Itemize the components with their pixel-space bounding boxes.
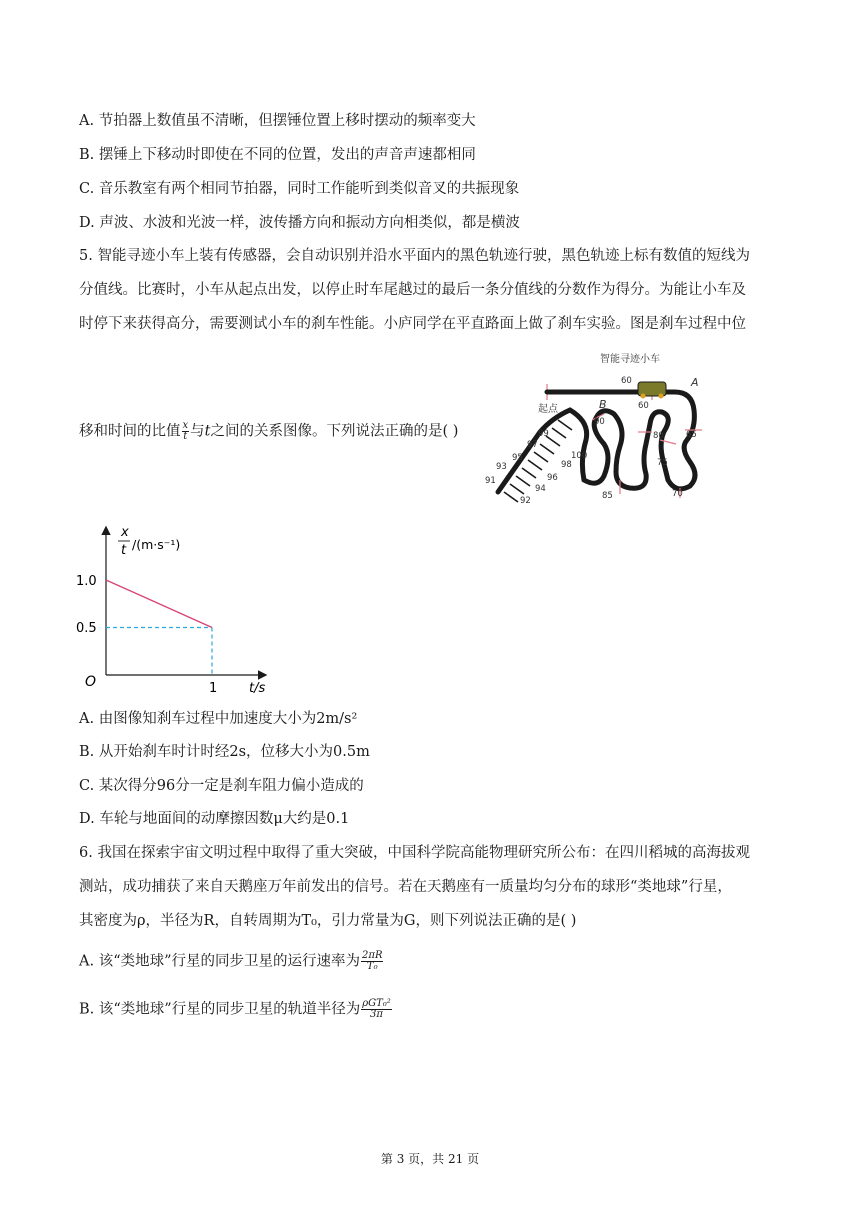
- q5-stem-4a: 移和时间的比值: [79, 423, 181, 440]
- score-60-b: 60: [638, 401, 649, 411]
- score-75: 75: [657, 458, 668, 468]
- prev-option-c: C. 音乐教室有两个相同节拍器，同时工作能听到类似音叉的共振现象: [79, 181, 520, 197]
- q5-option-d: D. 车轮与地面间的动摩擦因数μ大约是0.1: [79, 811, 350, 827]
- track-start-label: 起点: [538, 404, 558, 415]
- q6-option-a-text: A. 该“类地球”行星的同步卫星的运行速率为: [79, 953, 361, 970]
- score-80: 80: [653, 431, 664, 441]
- q6-option-b-fraction: $\frac{\text{ρGT₀²}}{3\pi}$: [362, 998, 391, 1020]
- q6-stem-line-1: 6. 我国在探索宇宙文明过程中取得了重大突破，中国科学院高能物理研究所公布：在四川稻城的高海拔观: [79, 845, 750, 861]
- q5-stem-line-2: 分值线。比赛时，小车从起点出发，以停止时车尾越过的最后一条分值线的分数作为得分。为能让小车及: [79, 282, 746, 298]
- track-label-a: A: [691, 376, 699, 389]
- q6-option-a: [79, 951, 384, 972]
- score-99: 99: [538, 429, 549, 439]
- y-axis-label-num: x: [121, 525, 129, 540]
- score-94: 94: [535, 484, 546, 494]
- y-tick-0-5: 0.5: [76, 621, 97, 636]
- q6-stem-line-2: 测站，成功捕获了来自天鹅座万年前发出的信号。若在天鹅座有一质量均匀分布的球形“类地球”行星，: [79, 879, 732, 895]
- q5-option-a: A. 由图像知刹车过程中加速度大小为2m/s²: [79, 711, 358, 727]
- origin-label: O: [85, 674, 97, 690]
- score-100: 100: [571, 451, 588, 461]
- q5-stem-4b: 与: [190, 423, 205, 440]
- prev-option-a: A. 节拍器上数值虽不清晰，但摆锤位置上移时摆动的频率变大: [79, 113, 476, 129]
- score-65: 65: [686, 430, 697, 440]
- y-tick-1-0: 1.0: [76, 574, 97, 589]
- score-85: 85: [602, 491, 613, 501]
- score-70: 70: [672, 489, 683, 499]
- q5-fraction: $\frac{x}{t}$: [182, 420, 189, 442]
- q5-stem-line-4: [79, 421, 458, 442]
- xt-vs-t-chart: [75, 522, 275, 697]
- data-line: [106, 580, 212, 628]
- q6-option-b: [79, 999, 393, 1020]
- score-98: 98: [561, 460, 572, 470]
- score-93: 93: [496, 462, 507, 472]
- y-axis-label-den: t: [121, 543, 127, 558]
- q5-stem-4d: 之间的关系图像。下列说法正确的是( ): [210, 423, 459, 440]
- track-label-b: B: [599, 398, 607, 411]
- q6-option-a-fraction: $\frac{2\pi R}{\text{T₀}}$: [362, 950, 383, 972]
- prev-option-d: D. 声波、水波和光波一样，波传播方向和振动方向相类似，都是横波: [79, 215, 520, 231]
- q5-option-c: C. 某次得分96分一定是刹车阻力偏小造成的: [79, 778, 364, 794]
- page-footer: 第 3 页，共 21 页: [380, 1152, 480, 1166]
- score-60-a: 60: [621, 376, 632, 386]
- score-90: 90: [594, 417, 605, 427]
- score-95: 95: [512, 453, 523, 463]
- score-92: 92: [520, 496, 531, 506]
- q6-stem-line-3: 其密度为ρ，半径为R，自转周期为T₀，引力常量为G，则下列说法正确的是( ): [79, 913, 577, 929]
- track-diagram: [480, 348, 725, 510]
- q5-stem-line-3: 时停下来获得高分，需要测试小车的刹车性能。小庐同学在平直路面上做了刹车实验。图是刹车过程中位: [79, 316, 746, 332]
- q5-stem-4c: t: [204, 423, 211, 440]
- q5-stem-line-1: 5. 智能寻迹小车上装有传感器，会自动识别并沿水平面内的黑色轨迹行驶，黑色轨迹上标有数值的短线为: [79, 248, 750, 264]
- track-title: 智能寻迹小车: [600, 354, 660, 365]
- q6-option-b-text: B. 该“类地球”行星的同步卫星的轨道半径为: [79, 1001, 361, 1018]
- score-91: 91: [485, 476, 496, 486]
- x-axis-label: t/s: [249, 681, 266, 696]
- y-axis-label-unit: /(m·s⁻¹): [132, 537, 181, 552]
- q5-option-b: B. 从开始刹车时计时经2s，位移大小为0.5m: [79, 744, 370, 760]
- score-96: 96: [547, 473, 558, 483]
- x-tick-1: 1: [209, 681, 218, 696]
- prev-option-b: B. 摆锤上下移动时即使在不同的位置，发出的声音声速都相同: [79, 147, 476, 163]
- score-97: 97: [527, 440, 538, 450]
